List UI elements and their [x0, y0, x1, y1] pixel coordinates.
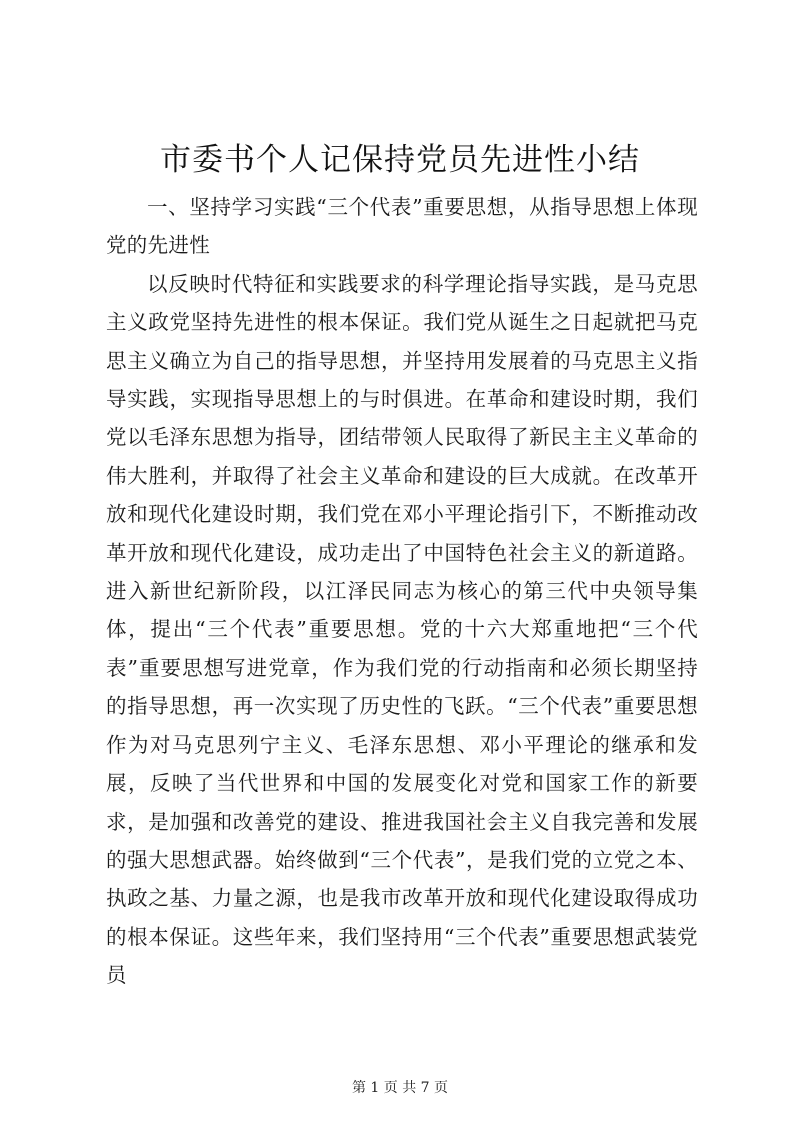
page-footer: 第 1 页 共 7 页	[351, 1080, 449, 1096]
section-heading-paragraph: 一、坚持学习实践“三个代表”重要思想，从指导思想上体现党的先进性	[106, 195, 698, 258]
document-body	[106, 188, 698, 995]
document-title: 市委书个人记保持党员先进性小结	[160, 142, 640, 178]
body-paragraph: 以反映时代特征和实践要求的科学理论指导实践，是马克思主义政党坚持先进性的根本保证。我们党从诞生之日起就把马克思主义确立为自己的指导思想，并坚持用发展着的马克思主义指导实践，实现指导思想上的与时俱进。在革命和建设时期，我们党以毛泽东思想为指导，团结带领人民取得了新民主主义革命的伟大胜利，并取得了社会主义革命和建设的巨大成就。在改革开放和现代化建设时期，我们党在邓小平理论指引下，不断推动改革开放和现代化建设，成功走出了中国特色社会主义的新道路。进入新世纪新阶段，以江泽民同志为核心的第三代中央领导集体，提出“三个代表”重要思想。党的十六大郑重地把“三个代表”重要思想写进党章，作为我们党的行动指南和必须长期坚持的指导思想，再一次实现了历史性的飞跃。“三个代表”重要思想作为对马克思列宁主义、毛泽东思想、邓小平理论的继承和发展，反映了当代世界和中国的发展变化对党和国家工作的新要求，是加强和改善党的建设、推进我国社会主义自我完善和发展的强大思想武器。始终做到“三个代表”，是我们党的立党之本、执政之基、力量之源，也是我市改革开放和现代化建设取得成功的根本保证。这些年来，我们坚持用“三个代表”重要思想武装党员	[106, 271, 698, 988]
